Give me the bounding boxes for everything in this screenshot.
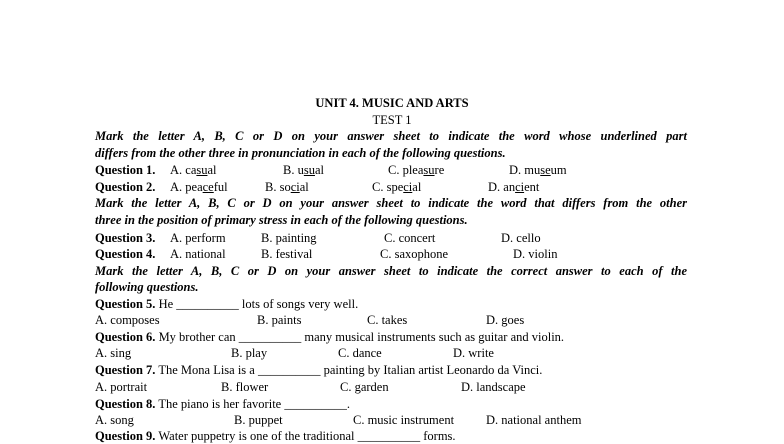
question-9-text: Water puppetry is one of the traditional __________ forms.	[158, 429, 456, 443]
question-5-stem	[95, 296, 358, 312]
question-2-option-c: C. special	[372, 180, 422, 194]
question-3-option-d: D. cello	[501, 231, 541, 245]
question-7-label: Question 7.	[95, 363, 156, 377]
test-label: TEST 1	[372, 113, 412, 127]
question-8-option-d: D. national anthem	[486, 413, 582, 427]
question-6-stem	[95, 329, 564, 345]
question-5-option-a: A. composes	[95, 313, 160, 327]
question-2	[95, 179, 695, 195]
question-6-option-a: A. sing	[95, 346, 132, 360]
question-1-option-c: C. pleasure	[388, 163, 445, 177]
question-4-label: Question 4.	[95, 247, 156, 261]
question-6-option-b: B. play	[231, 346, 268, 360]
question-5-option-d: D. goes	[486, 313, 525, 327]
section3-directions-line2: following questions.	[95, 280, 199, 294]
question-1-label: Question 1.	[95, 163, 156, 177]
question-3-option-a: A. perform	[170, 231, 226, 245]
section2-directions-line1: Mark the letter A, B, C or D on your answer sheet to indicate the word that differs from the other	[95, 196, 687, 210]
question-8-label: Question 8.	[95, 397, 156, 411]
question-1-option-b: B. usual	[283, 163, 324, 177]
question-4-option-a: A. national	[170, 247, 226, 261]
question-2-option-b: B. social	[265, 180, 309, 194]
question-4-option-c: C. saxophone	[380, 247, 449, 261]
question-3-option-c: C. concert	[384, 231, 436, 245]
question-5-option-b: B. paints	[257, 313, 302, 327]
question-7-option-a: A. portrait	[95, 380, 148, 394]
question-2-label: Question 2.	[95, 180, 156, 194]
question-7-option-c: C. garden	[340, 380, 389, 394]
question-2-option-d: D. ancient	[488, 180, 540, 194]
question-9-stem	[95, 428, 456, 444]
question-1	[95, 162, 695, 178]
question-1-option-a: A. casual	[170, 163, 217, 177]
question-5-option-c: C. takes	[367, 313, 408, 327]
question-7-option-d: D. landscape	[461, 380, 526, 394]
question-5-label: Question 5.	[95, 297, 156, 311]
question-3	[95, 230, 695, 246]
question-8-stem	[95, 396, 350, 412]
section3-directions-line1: Mark the letter A, B, C or D on your answer sheet to indicate the correct answer to each of the	[95, 264, 687, 278]
question-8-option-c: C. music instrument	[353, 413, 455, 427]
question-1-option-d: D. museum	[509, 163, 567, 177]
section2-directions-line2: three in the position of primary stress in each of the following questions.	[95, 213, 468, 227]
question-7-option-b: B. flower	[221, 380, 269, 394]
question-3-option-b: B. painting	[261, 231, 317, 245]
question-9-label: Question 9.	[95, 429, 156, 443]
question-6-option-c: C. dance	[338, 346, 382, 360]
section1-directions-line1: Mark the letter A, B, C or D on your answer sheet to indicate the word whose underlined part	[95, 129, 687, 143]
question-8-option-b: B. puppet	[234, 413, 283, 427]
section1-directions-line2: differs from the other three in pronunciation in each of the following questions.	[95, 146, 506, 160]
question-2-option-a: A. peaceful	[170, 180, 228, 194]
question-4	[95, 246, 695, 262]
question-3-label: Question 3.	[95, 231, 156, 245]
question-4-option-d: D. violin	[513, 247, 558, 261]
question-6-label: Question 6.	[95, 330, 156, 344]
question-7-text: The Mona Lisa is a __________ painting by Italian artist Leonardo da Vinci.	[158, 363, 543, 377]
question-7-stem	[95, 362, 542, 378]
unit-title: UNIT 4. MUSIC AND ARTS	[315, 96, 469, 110]
question-8-option-a: A. song	[95, 413, 134, 427]
question-4-option-b: B. festival	[261, 247, 313, 261]
question-6-option-d: D. write	[453, 346, 494, 360]
question-5-text: He __________ lots of songs very well.	[158, 297, 359, 311]
question-8-text: The piano is her favorite __________.	[158, 397, 350, 411]
question-6-text: My brother can __________ many musical instruments such as guitar and violin.	[158, 330, 565, 344]
